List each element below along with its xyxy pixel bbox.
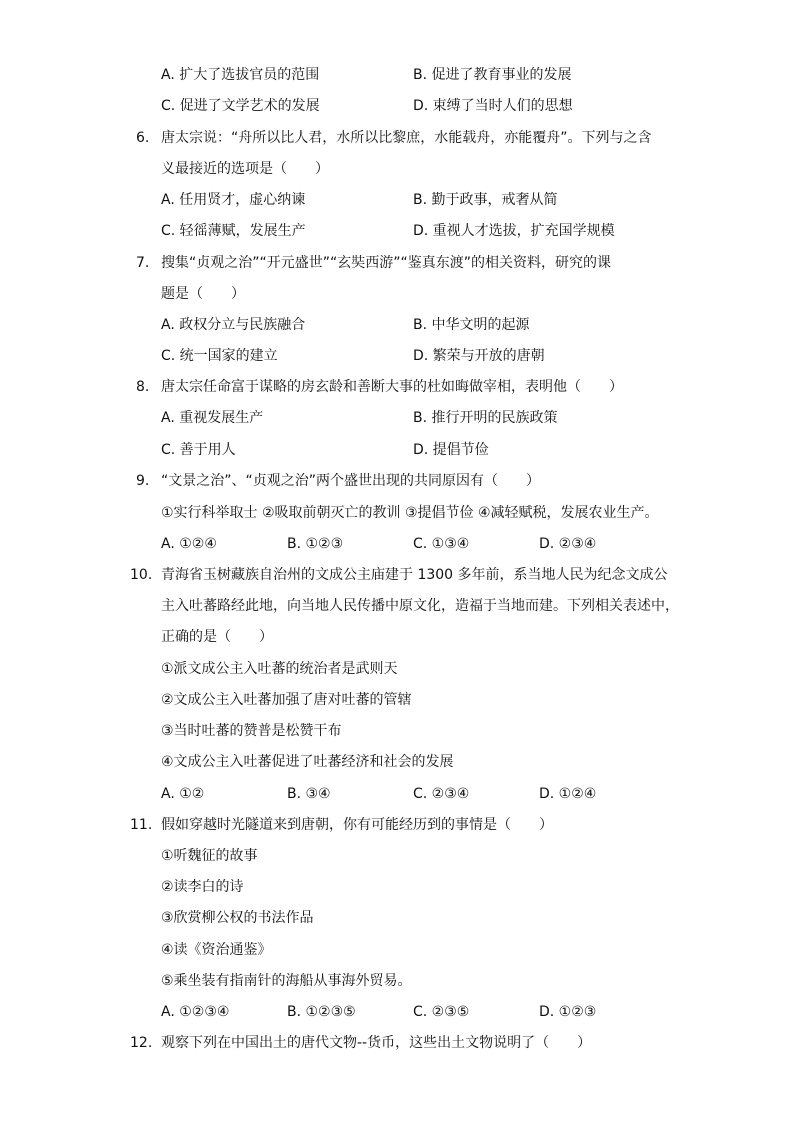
q8-number: 8. bbox=[136, 379, 150, 395]
q11-option-c: C. ②③⑤ bbox=[413, 1004, 470, 1020]
q11-option-d: D. ①②③ bbox=[539, 1004, 597, 1020]
q9-option-c: C. ①③④ bbox=[413, 536, 470, 552]
q7-stem-line1: 搜集“贞观之治”“开元盛世”“玄奘西游”“鉴真东渡”的相关资料，研究的课 bbox=[161, 255, 612, 271]
q5-option-c: C. 促进了文学艺术的发展 bbox=[161, 98, 320, 114]
q12-stem-line1: 观察下列在中国出土的唐代文物--货币，这些出土文物说明了（ ） bbox=[161, 1035, 592, 1051]
q10-item-3: ③当时吐蕃的赞普是松赞干布 bbox=[161, 723, 342, 739]
q7-option-d: D. 繁荣与开放的唐朝 bbox=[413, 348, 545, 364]
q6-stem-line1: 唐太宗说：“舟所以比人君，水所以比黎庶，水能载舟，亦能覆舟”。下列与之含 bbox=[161, 130, 652, 146]
q10-number: 10. bbox=[130, 567, 153, 583]
q10-stem-line2: 主入吐蕃路经此地，向当地人民传播中原文化，造福于当地而建。下列相关表述中， bbox=[161, 598, 679, 614]
q9-option-a: A. ①②④ bbox=[161, 536, 217, 552]
q5-option-b: B. 促进了教育事业的发展 bbox=[413, 67, 572, 83]
q6-stem-line2: 义最接近的选项是（ ） bbox=[161, 161, 329, 177]
q10-option-b: B. ③④ bbox=[287, 786, 331, 802]
q10-option-d: D. ①②④ bbox=[539, 786, 597, 802]
q7-option-a: A. 政权分立与民族融合 bbox=[161, 317, 306, 333]
q11-item-1: ①听魏征的故事 bbox=[161, 848, 258, 864]
q9-option-d: D. ②③④ bbox=[539, 536, 597, 552]
q10-option-c: C. ②③④ bbox=[413, 786, 470, 802]
q6-number: 6. bbox=[136, 130, 150, 146]
q9-option-b: B. ①②③ bbox=[287, 536, 344, 552]
q10-item-2: ②文成公主入吐蕃加强了唐对吐蕃的管辖 bbox=[161, 692, 412, 708]
q5-option-d: D. 束缚了当时人们的思想 bbox=[413, 98, 573, 114]
q11-number: 11. bbox=[130, 817, 153, 833]
q9-stem-line1: “文景之治”、“贞观之治”两个盛世出现的共同原因有（ ） bbox=[161, 473, 541, 489]
q11-item-4: ④读《资治通鉴》 bbox=[161, 942, 272, 958]
q11-item-5: ⑤乘坐装有指南针的海船从事海外贸易。 bbox=[161, 973, 412, 989]
q7-number: 7. bbox=[136, 255, 150, 271]
q8-option-c: C. 善于用人 bbox=[161, 442, 236, 458]
q5-option-a: A. 扩大了选拔官员的范围 bbox=[161, 67, 320, 83]
q8-option-d: D. 提倡节俭 bbox=[413, 442, 489, 458]
q9-number: 9. bbox=[136, 473, 150, 489]
q10-item-4: ④文成公主入吐蕃促进了吐蕃经济和社会的发展 bbox=[161, 754, 454, 770]
q10-option-a: A. ①② bbox=[161, 786, 205, 802]
q11-item-2: ②读李白的诗 bbox=[161, 879, 244, 895]
q7-option-c: C. 统一国家的建立 bbox=[161, 348, 278, 364]
q8-option-a: A. 重视发展生产 bbox=[161, 410, 264, 426]
q8-stem-line1: 唐太宗任命富于谋略的房玄龄和善断大事的杜如晦做宰相，表明他（ ） bbox=[161, 379, 623, 395]
q12-number: 12. bbox=[130, 1035, 153, 1051]
q6-option-b: B. 勤于政事，戒奢从简 bbox=[413, 192, 558, 208]
q10-stem-line1: 青海省玉树藏族自治州的文成公主庙建于 1300 多年前，系当地人民为纪念文成公 bbox=[161, 567, 668, 583]
q9-stem-line2: ①实行科举取士 ②吸取前朝灭亡的教训 ③提倡节俭 ④减轻赋税，发展农业生产。 bbox=[161, 505, 659, 521]
q11-stem-line1: 假如穿越时光隧道来到唐朝，你有可能经历到的事情是（ ） bbox=[161, 817, 553, 833]
q8-option-b: B. 推行开明的民族政策 bbox=[413, 410, 558, 426]
q11-option-b: B. ①②③⑤ bbox=[287, 1004, 356, 1020]
q7-option-b: B. 中华文明的起源 bbox=[413, 317, 530, 333]
q10-item-1: ①派文成公主入吐蕃的统治者是武则天 bbox=[161, 661, 398, 677]
q11-item-3: ③欣赏柳公权的书法作品 bbox=[161, 910, 314, 926]
q7-stem-line2: 题是（ ） bbox=[161, 286, 245, 302]
q6-option-d: D. 重视人才选拔，扩充国学规模 bbox=[413, 223, 615, 239]
q10-stem-line3: 正确的是（ ） bbox=[161, 629, 273, 645]
q6-option-a: A. 任用贤才，虚心纳谏 bbox=[161, 192, 306, 208]
q11-option-a: A. ①②③④ bbox=[161, 1004, 230, 1020]
q6-option-c: C. 轻徭薄赋，发展生产 bbox=[161, 223, 306, 239]
